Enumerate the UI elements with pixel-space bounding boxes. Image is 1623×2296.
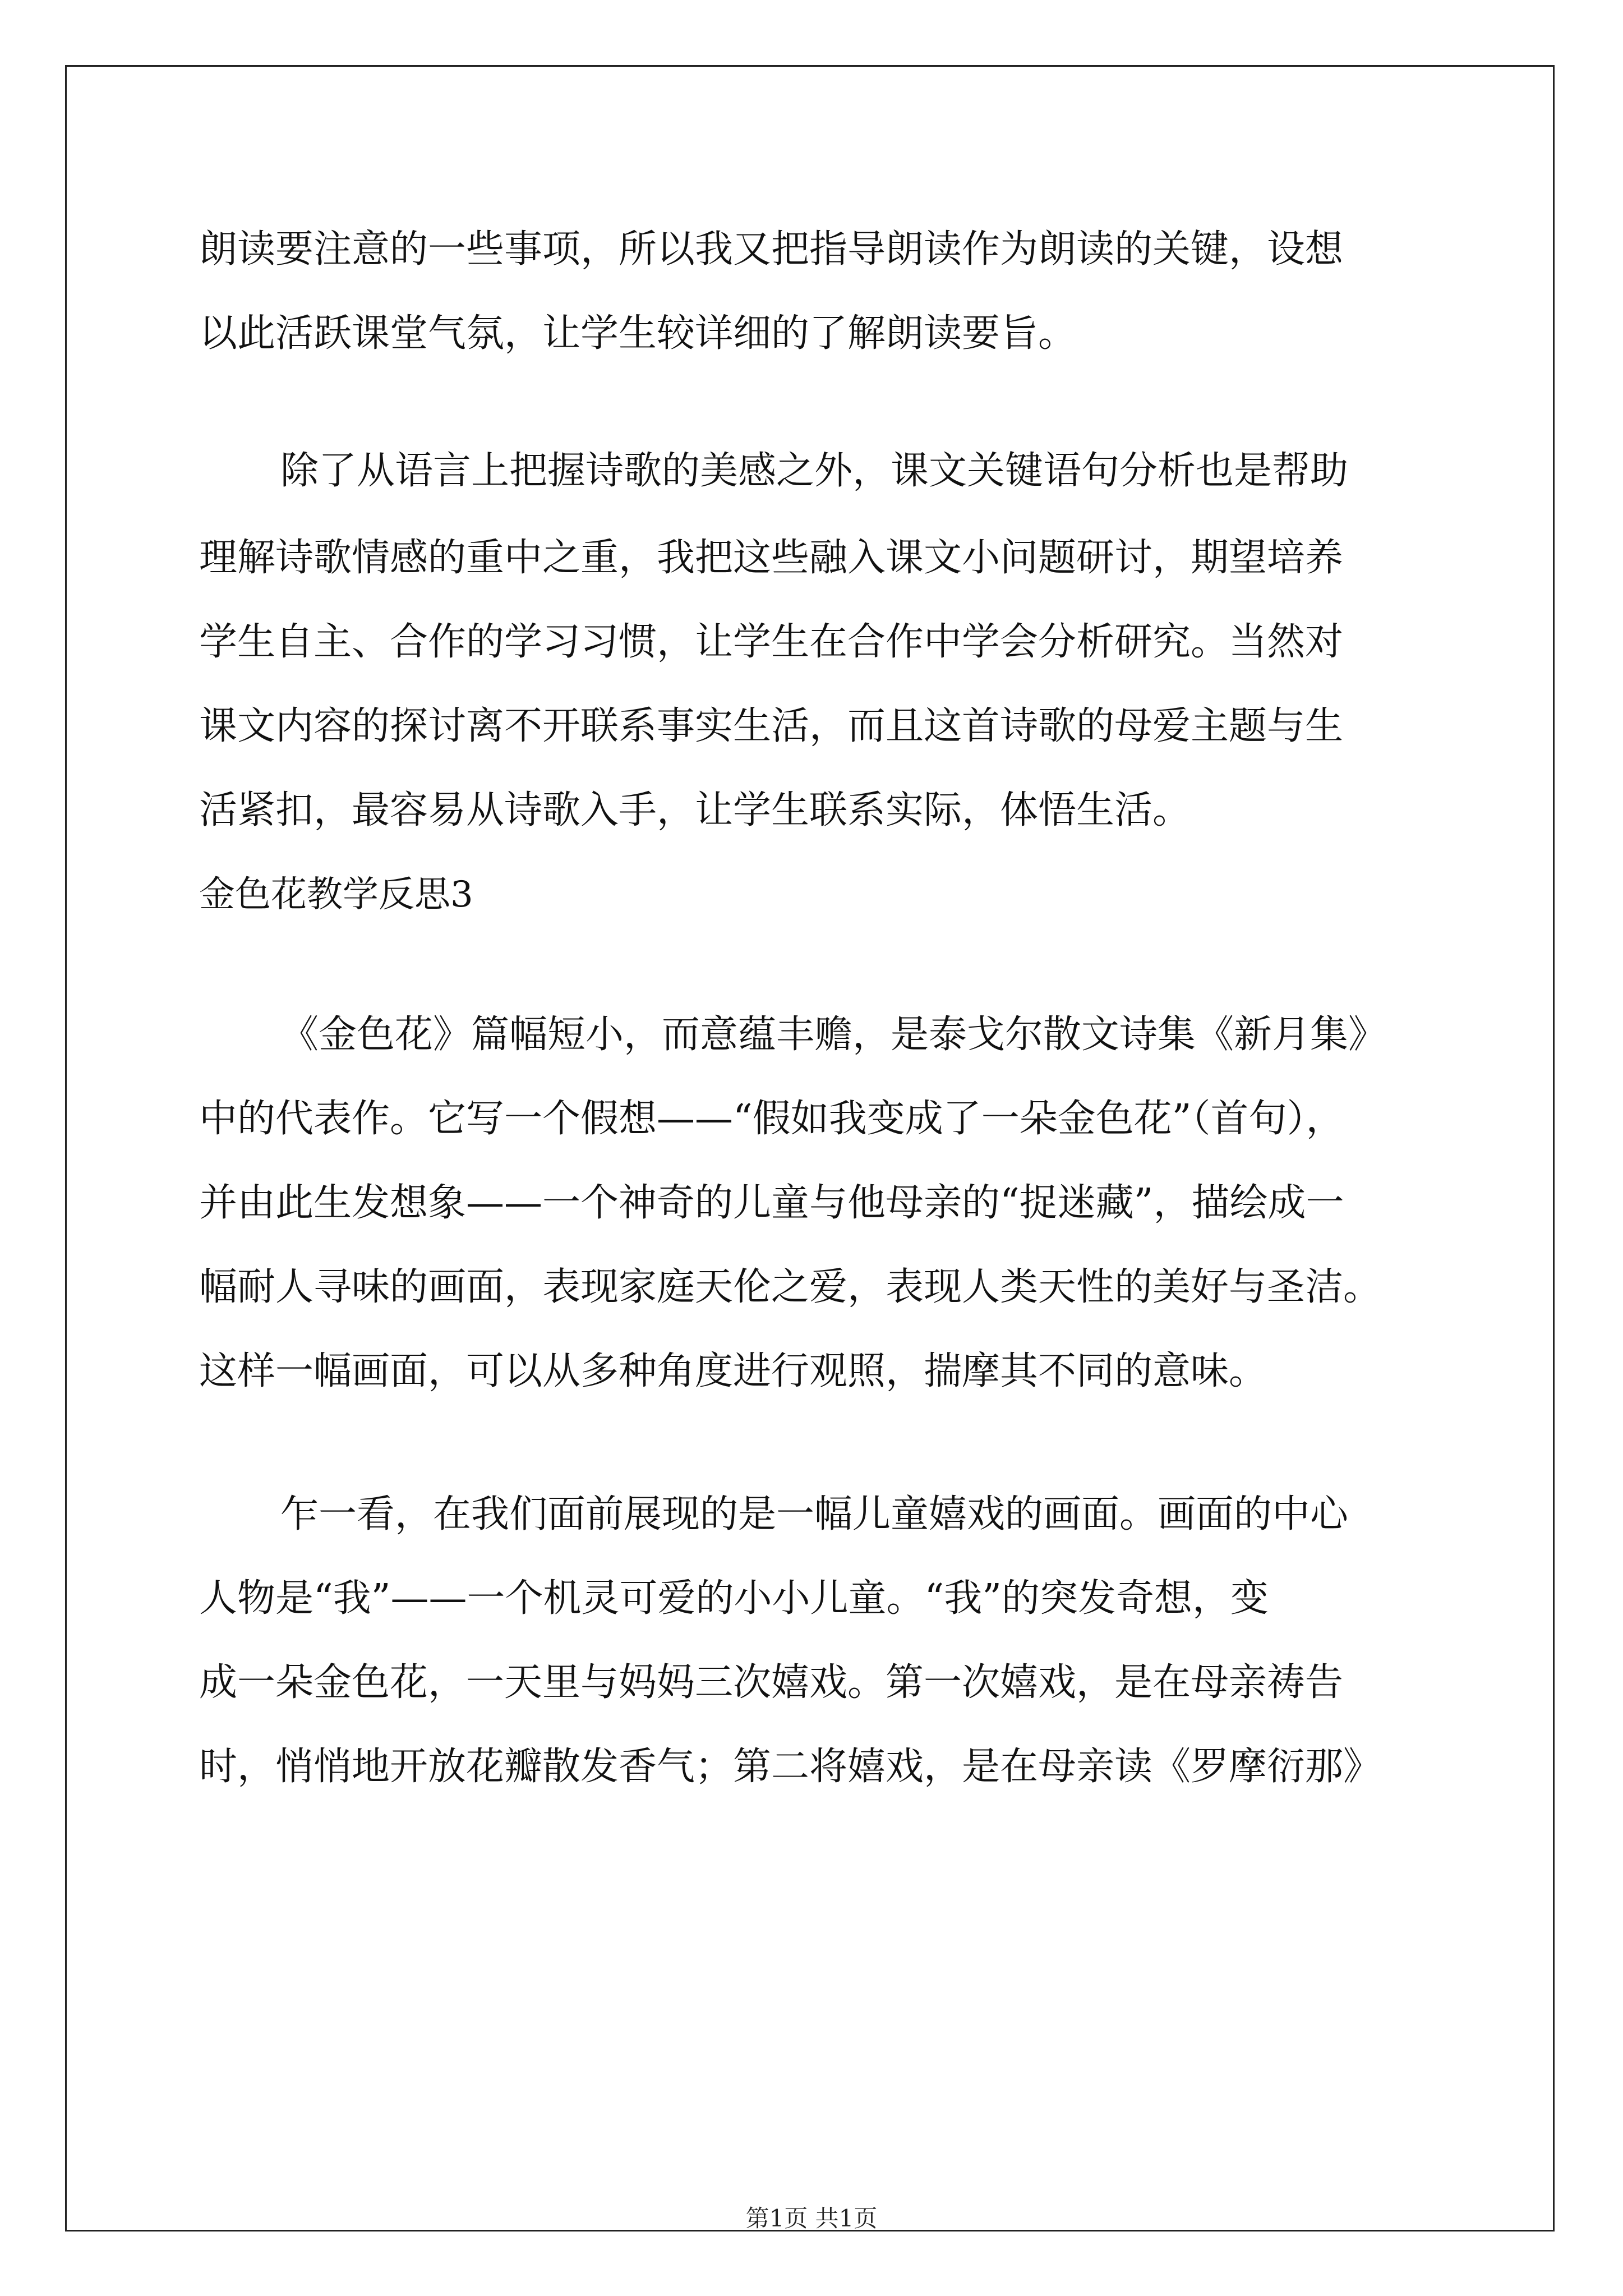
text-line: 以此活跃课堂气氛，让学生较详细的了解朗读要旨。 — [199, 311, 1077, 356]
text-line: 理解诗歌情感的重中之重，我把这些融入课文小问题研讨，期望培养 — [199, 536, 1344, 580]
text-line: 这样一幅画面，可以从多种角度进行观照，揣摩其不同的意味。 — [199, 1349, 1267, 1393]
paragraph-start-line: 乍一看，在我们面前展现的是一幅儿童嬉戏的画面。画面的中心 — [280, 1492, 1349, 1536]
text-line: 并由此生发想象——一个神奇的儿童与他母亲的“捉迷藏”，描绘成一 — [199, 1181, 1344, 1225]
text-line: 时，悄悄地开放花瓣散发香气；第二将嬉戏，是在母亲读《罗摩衍那》 — [199, 1745, 1382, 1789]
text-line: 中的代表作。它写一个假想——“假如我变成了一朵金色花”（首句）， — [199, 1097, 1344, 1141]
text-line: 幅耐人寻味的画面，表现家庭天伦之爱，表现人类天性的美好与圣洁。 — [199, 1265, 1382, 1309]
page-border — [65, 65, 1555, 2231]
text-line: 课文内容的探讨离不开联系事实生活，而且这首诗歌的母爱主题与生 — [199, 704, 1344, 748]
page-footer: 第1页 共1页 — [745, 2205, 878, 2232]
paragraph-start-line: 除了从语言上把握诗歌的美感之外，课文关键语句分析也是帮助 — [280, 449, 1349, 493]
text-line: 人物是“我”——一个机灵可爱的小小儿童。“我”的突发奇想，变 — [199, 1576, 1269, 1621]
section-heading: 金色花教学反思3 — [199, 874, 473, 915]
text-line: 学生自主、合作的学习习惯，让学生在合作中学会分析研究。当然对 — [199, 620, 1344, 664]
text-line: 成一朵金色花，一天里与妈妈三次嬉戏。第一次嬉戏，是在母亲祷告 — [199, 1660, 1344, 1705]
text-line: 活紧扣，最容易从诗歌入手，让学生联系实际，体悟生活。 — [199, 788, 1191, 832]
text-line: 朗读要注意的一些事项，所以我又把指导朗读作为朗读的关键，设想 — [199, 227, 1344, 272]
paragraph-start-line: 《金色花》篇幅短小，而意蕴丰赡，是泰戈尔散文诗集《新月集》 — [280, 1013, 1387, 1057]
